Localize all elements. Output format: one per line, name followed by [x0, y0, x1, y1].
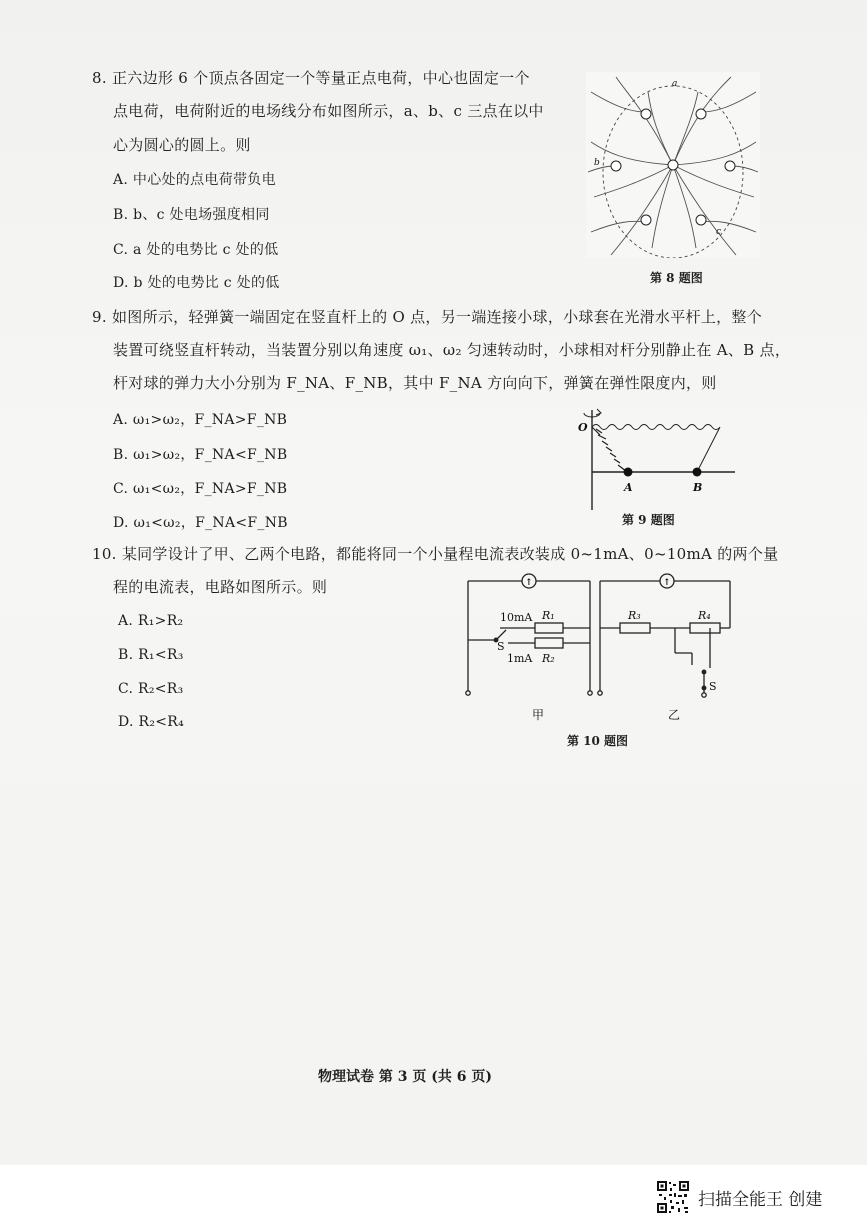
- q9-label-a: A: [624, 481, 633, 494]
- q8-field-line-figure: [586, 72, 760, 258]
- scanner-watermark-text: 扫描全能王 创建: [698, 1189, 823, 1210]
- q10-meter-icon-jia: ↑: [525, 578, 533, 588]
- q10-label-r1: R₁: [542, 609, 555, 622]
- q10-figure-caption: 第 10 题图: [567, 734, 629, 748]
- q9-line1: 9. 如图所示，轻弹簧一端固定在竖直杆上的 O 点，另一端连接小球，小球套在光滑水平杆上，整个: [92, 308, 763, 326]
- q10-label-s2: S: [709, 680, 717, 693]
- q9-option-c: C. ω₁<ω₂，F_NA>F_NB: [113, 481, 288, 497]
- scanner-watermark: [656, 1181, 822, 1213]
- q10-label-1ma: 1mA: [507, 652, 533, 665]
- q10-line2: 程的电流表，电路如图所示。则: [113, 578, 328, 596]
- q10-label-r3: R₃: [628, 609, 641, 622]
- q8-option-d: D. b 处的电势比 c 处的低: [113, 275, 280, 291]
- q9-label-o: O: [578, 421, 588, 434]
- q10-label-jia: 甲: [532, 708, 545, 722]
- q10-label-r4: R₄: [698, 609, 711, 622]
- q9-option-a: A. ω₁>ω₂，F_NA>F_NB: [113, 412, 288, 428]
- q9-figure-caption: 第 9 题图: [622, 513, 675, 527]
- q9-spring-figure: [570, 405, 740, 515]
- q8-figure-caption: 第 8 题图: [650, 271, 703, 285]
- q10-option-d: D. R₂<R₄: [118, 714, 185, 730]
- q10-meter-icon-yi: ↑: [663, 578, 671, 588]
- q10-circuit-figure: [460, 568, 750, 728]
- q9-option-d: D. ω₁<ω₂，F_NA<F_NB: [113, 515, 288, 531]
- q10-label-r2: R₂: [542, 652, 555, 665]
- q10-line1: 10. 某同学设计了甲、乙两个电路，都能将同一个小量程电流表改装成 0~1mA、0~10mA 的两个量: [92, 545, 779, 563]
- page-footer: 物理试卷 第 3 页 (共 6 页): [318, 1069, 492, 1085]
- q8-label-c: c: [716, 227, 722, 237]
- q8-option-a: A. 中心处的点电荷带负电: [113, 172, 276, 188]
- q8-option-c: C. a 处的电势比 c 处的低: [113, 242, 279, 258]
- q10-option-a: A. R₁>R₂: [118, 613, 184, 629]
- q9-line2: 装置可绕竖直杆转动，当装置分别以角速度 ω₁、ω₂ 匀速转动时，小球相对杆分别静止在 A、B 点，: [113, 341, 791, 359]
- q10-label-yi: 乙: [668, 708, 681, 722]
- q8-line3: 心为圆心的圆上。则: [113, 136, 251, 154]
- q8-line1: 8. 正六边形 6 个顶点各固定一个等量正点电荷，中心也固定一个: [92, 69, 530, 87]
- q10-label-s: S: [497, 640, 505, 653]
- q8-line2: 点电荷，电荷附近的电场线分布如图所示，a、b、c 三点在以中: [113, 102, 544, 120]
- q8-option-b: B. b、c 处电场强度相同: [113, 207, 270, 223]
- q9-label-b: B: [693, 481, 703, 494]
- q10-option-b: B. R₁<R₃: [118, 647, 184, 663]
- q10-option-c: C. R₂<R₃: [118, 681, 184, 697]
- q9-line3: 杆对球的弹力大小分别为 F_NA、F_NB，其中 F_NA 方向向下，弹簧在弹性限度内，则: [113, 374, 717, 392]
- q9-option-b: B. ω₁>ω₂，F_NA<F_NB: [113, 447, 288, 463]
- q8-label-b: b: [594, 158, 600, 168]
- qr-code-icon: [656, 1180, 690, 1214]
- q8-label-a: a: [672, 79, 678, 89]
- q10-label-10ma: 10mA: [500, 611, 533, 624]
